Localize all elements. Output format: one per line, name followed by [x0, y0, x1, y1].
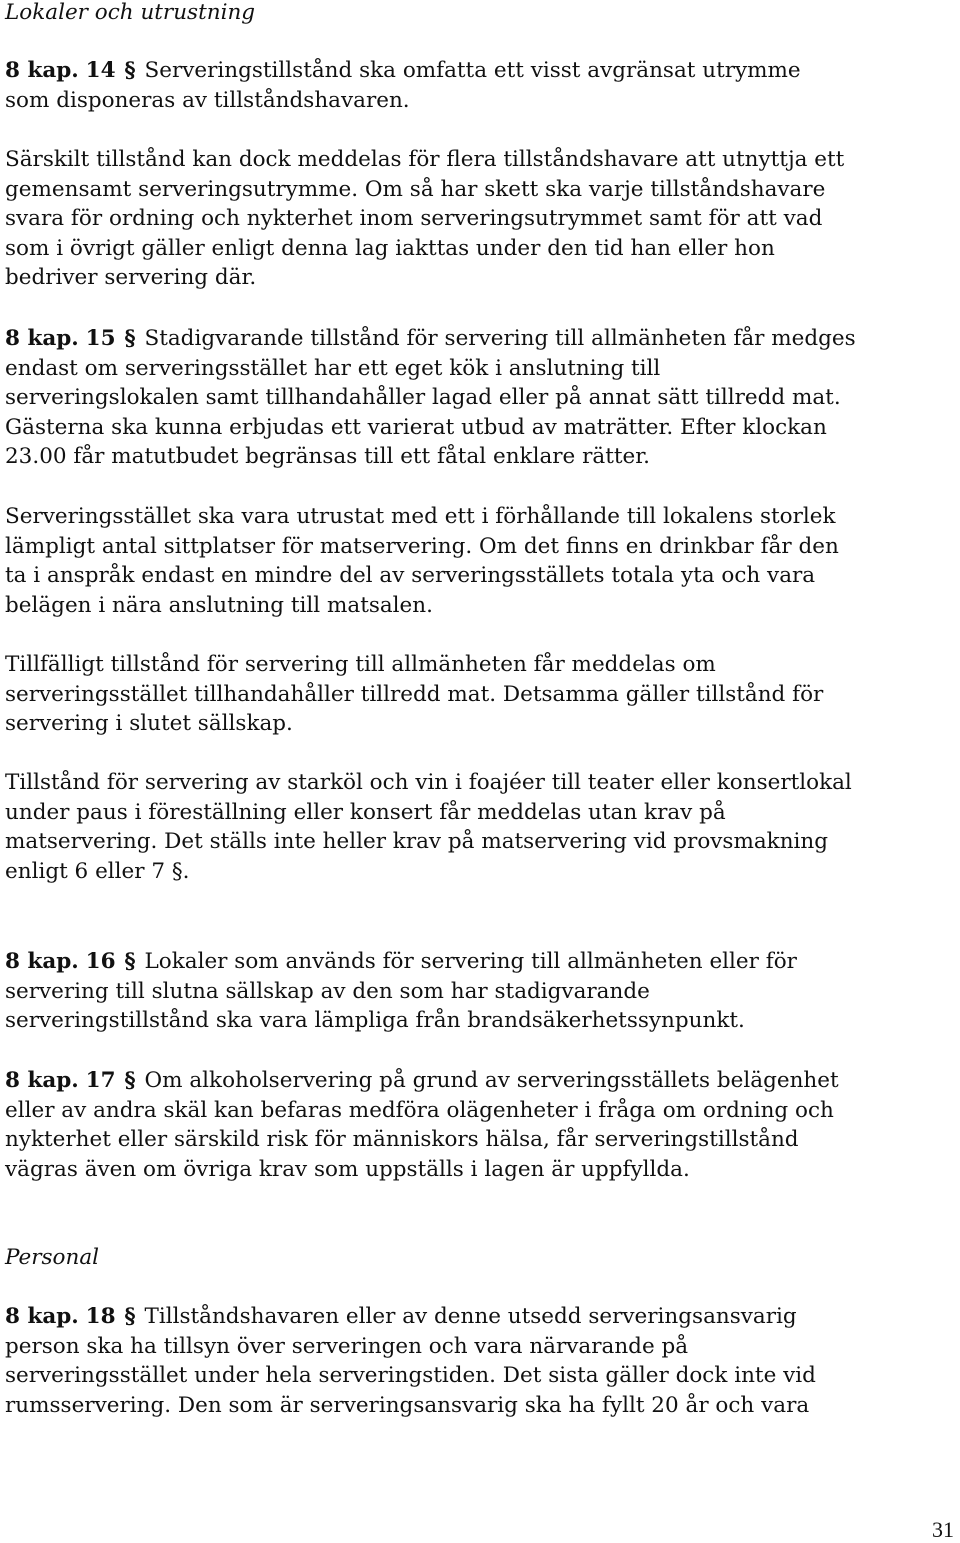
- paragraph: [5, 145, 844, 293]
- paragraph-line: som i övrigt gäller enligt denna lag iakttas under den tid han eller hon: [5, 235, 775, 261]
- chapter-label: 8 kap.: [5, 949, 79, 974]
- paragraph-line: svara för ordning och nykterhet inom serveringsutrymmet samt för att vad: [5, 206, 823, 232]
- section-number: 18: [85, 1304, 116, 1329]
- paragraph-line: person ska ha tillsyn över serveringen och vara närvarande på: [5, 1333, 689, 1359]
- paragraph-line: ta i anspråk endast en mindre del av serveringsställets totala yta och vara: [5, 563, 816, 589]
- paragraph-line: vägras även om övriga krav som uppställs i lagen är uppfyllda.: [5, 1156, 690, 1182]
- paragraph: [5, 650, 823, 739]
- paragraph-line: enligt 6 eller 7 §.: [5, 858, 190, 884]
- section-title: Lokaler och utrustning: [5, 0, 256, 25]
- paragraph-8-18: [5, 1302, 816, 1420]
- paragraph-line: [5, 1066, 839, 1096]
- paragraph-line: Gästerna ska kunna erbjudas ett varierat utbud av maträtter. Efter klockan: [5, 414, 827, 440]
- section-symbol: §: [124, 949, 136, 974]
- paragraph-line: som disponeras av tillståndshavaren.: [5, 87, 410, 113]
- paragraph-line: lämpligt antal sittplatser för matservering. Om det finns en drinkbar får den: [5, 533, 839, 559]
- paragraph-text: Lokaler som används för servering till allmänheten eller för: [144, 949, 797, 974]
- paragraph-line: belägen i nära anslutning till matsalen.: [5, 592, 433, 618]
- paragraph-line: matservering. Det ställs inte heller krav på matservering vid provsmakning: [5, 829, 829, 855]
- paragraph-8-14: [5, 56, 801, 115]
- paragraph-line: [5, 324, 856, 354]
- chapter-label: 8 kap.: [5, 326, 79, 351]
- paragraph-line: serveringsstället under hela serveringstiden. Det sista gäller dock inte vid: [5, 1363, 816, 1389]
- paragraph-line: Tillfälligt tillstånd för servering till allmänheten får meddelas om: [5, 652, 716, 677]
- paragraph-text: Stadigvarande tillstånd för servering till allmänheten får medges: [144, 326, 856, 351]
- paragraph-line: [5, 947, 797, 977]
- paragraph-line: Serveringsstället ska vara utrustat med ett i förhållande till lokalens storlek: [5, 504, 836, 529]
- paragraph-8-15: [5, 324, 856, 472]
- section-number: 16: [85, 949, 116, 974]
- paragraph-line: endast om serveringsstället har ett eget kök i anslutning till: [5, 355, 661, 381]
- paragraph-line: eller av andra skäl kan befaras medföra olägenheter i fråga om ordning och: [5, 1097, 834, 1123]
- paragraph-8-17: [5, 1066, 839, 1184]
- section-symbol: §: [124, 1304, 136, 1329]
- page-number: 31: [932, 1517, 954, 1542]
- section-title: Personal: [5, 1245, 100, 1270]
- paragraph-line: bedriver servering där.: [5, 265, 257, 291]
- paragraph-line: Tillstånd för servering av starköl och vin i foajéer till teater eller konsertlokal: [5, 770, 852, 795]
- paragraph-line: [5, 56, 801, 86]
- section-symbol: §: [124, 1068, 136, 1093]
- paragraph: [5, 502, 839, 620]
- chapter-label: 8 kap.: [5, 1304, 79, 1329]
- paragraph: [5, 768, 852, 886]
- paragraph-line: [5, 1302, 816, 1332]
- paragraph-line: 23.00 får matutbudet begränsas till ett fåtal enklare rätter.: [5, 444, 650, 470]
- section-symbol: §: [124, 58, 136, 83]
- paragraph-line: serveringstillstånd ska vara lämpliga från brandsäkerhetssynpunkt.: [5, 1008, 745, 1034]
- section-number: 15: [85, 326, 116, 351]
- paragraph-line: serveringsstället tillhandahåller tillredd mat. Detsamma gäller tillstånd för: [5, 681, 824, 707]
- section-number: 14: [85, 58, 116, 83]
- paragraph-line: under paus i föreställning eller konsert får meddelas utan krav på: [5, 799, 726, 825]
- paragraph-line: Särskilt tillstånd kan dock meddelas för flera tillståndshavare att utnyttja ett: [5, 147, 845, 172]
- paragraph-line: gemensamt serveringsutrymme. Om så har skett ska varje tillståndshavare: [5, 176, 826, 202]
- paragraph-line: servering i slutet sällskap.: [5, 711, 293, 737]
- section-number: 17: [85, 1068, 116, 1093]
- paragraph-line: servering till slutna sällskap av den som har stadigvarande: [5, 978, 650, 1004]
- paragraph-text: Om alkoholservering på grund av serveringsställets belägenhet: [144, 1068, 839, 1093]
- paragraph-text: Tillståndshavaren eller av denne utsedd serveringsansvarig: [144, 1304, 797, 1329]
- chapter-label: 8 kap.: [5, 58, 79, 83]
- paragraph-line: rumsservering. Den som är serveringsansvarig ska ha fyllt 20 år och vara: [5, 1392, 810, 1418]
- paragraph-line: serveringslokalen samt tillhandahåller lagad eller på annat sätt tillredd mat.: [5, 385, 841, 411]
- chapter-label: 8 kap.: [5, 1068, 79, 1093]
- paragraph-8-16: [5, 947, 797, 1036]
- paragraph-text: Serveringstillstånd ska omfatta ett visst avgränsat utrymme: [144, 58, 801, 83]
- paragraph-line: nykterhet eller särskild risk för människors hälsa, får serveringstillstånd: [5, 1127, 799, 1153]
- section-symbol: §: [124, 326, 136, 351]
